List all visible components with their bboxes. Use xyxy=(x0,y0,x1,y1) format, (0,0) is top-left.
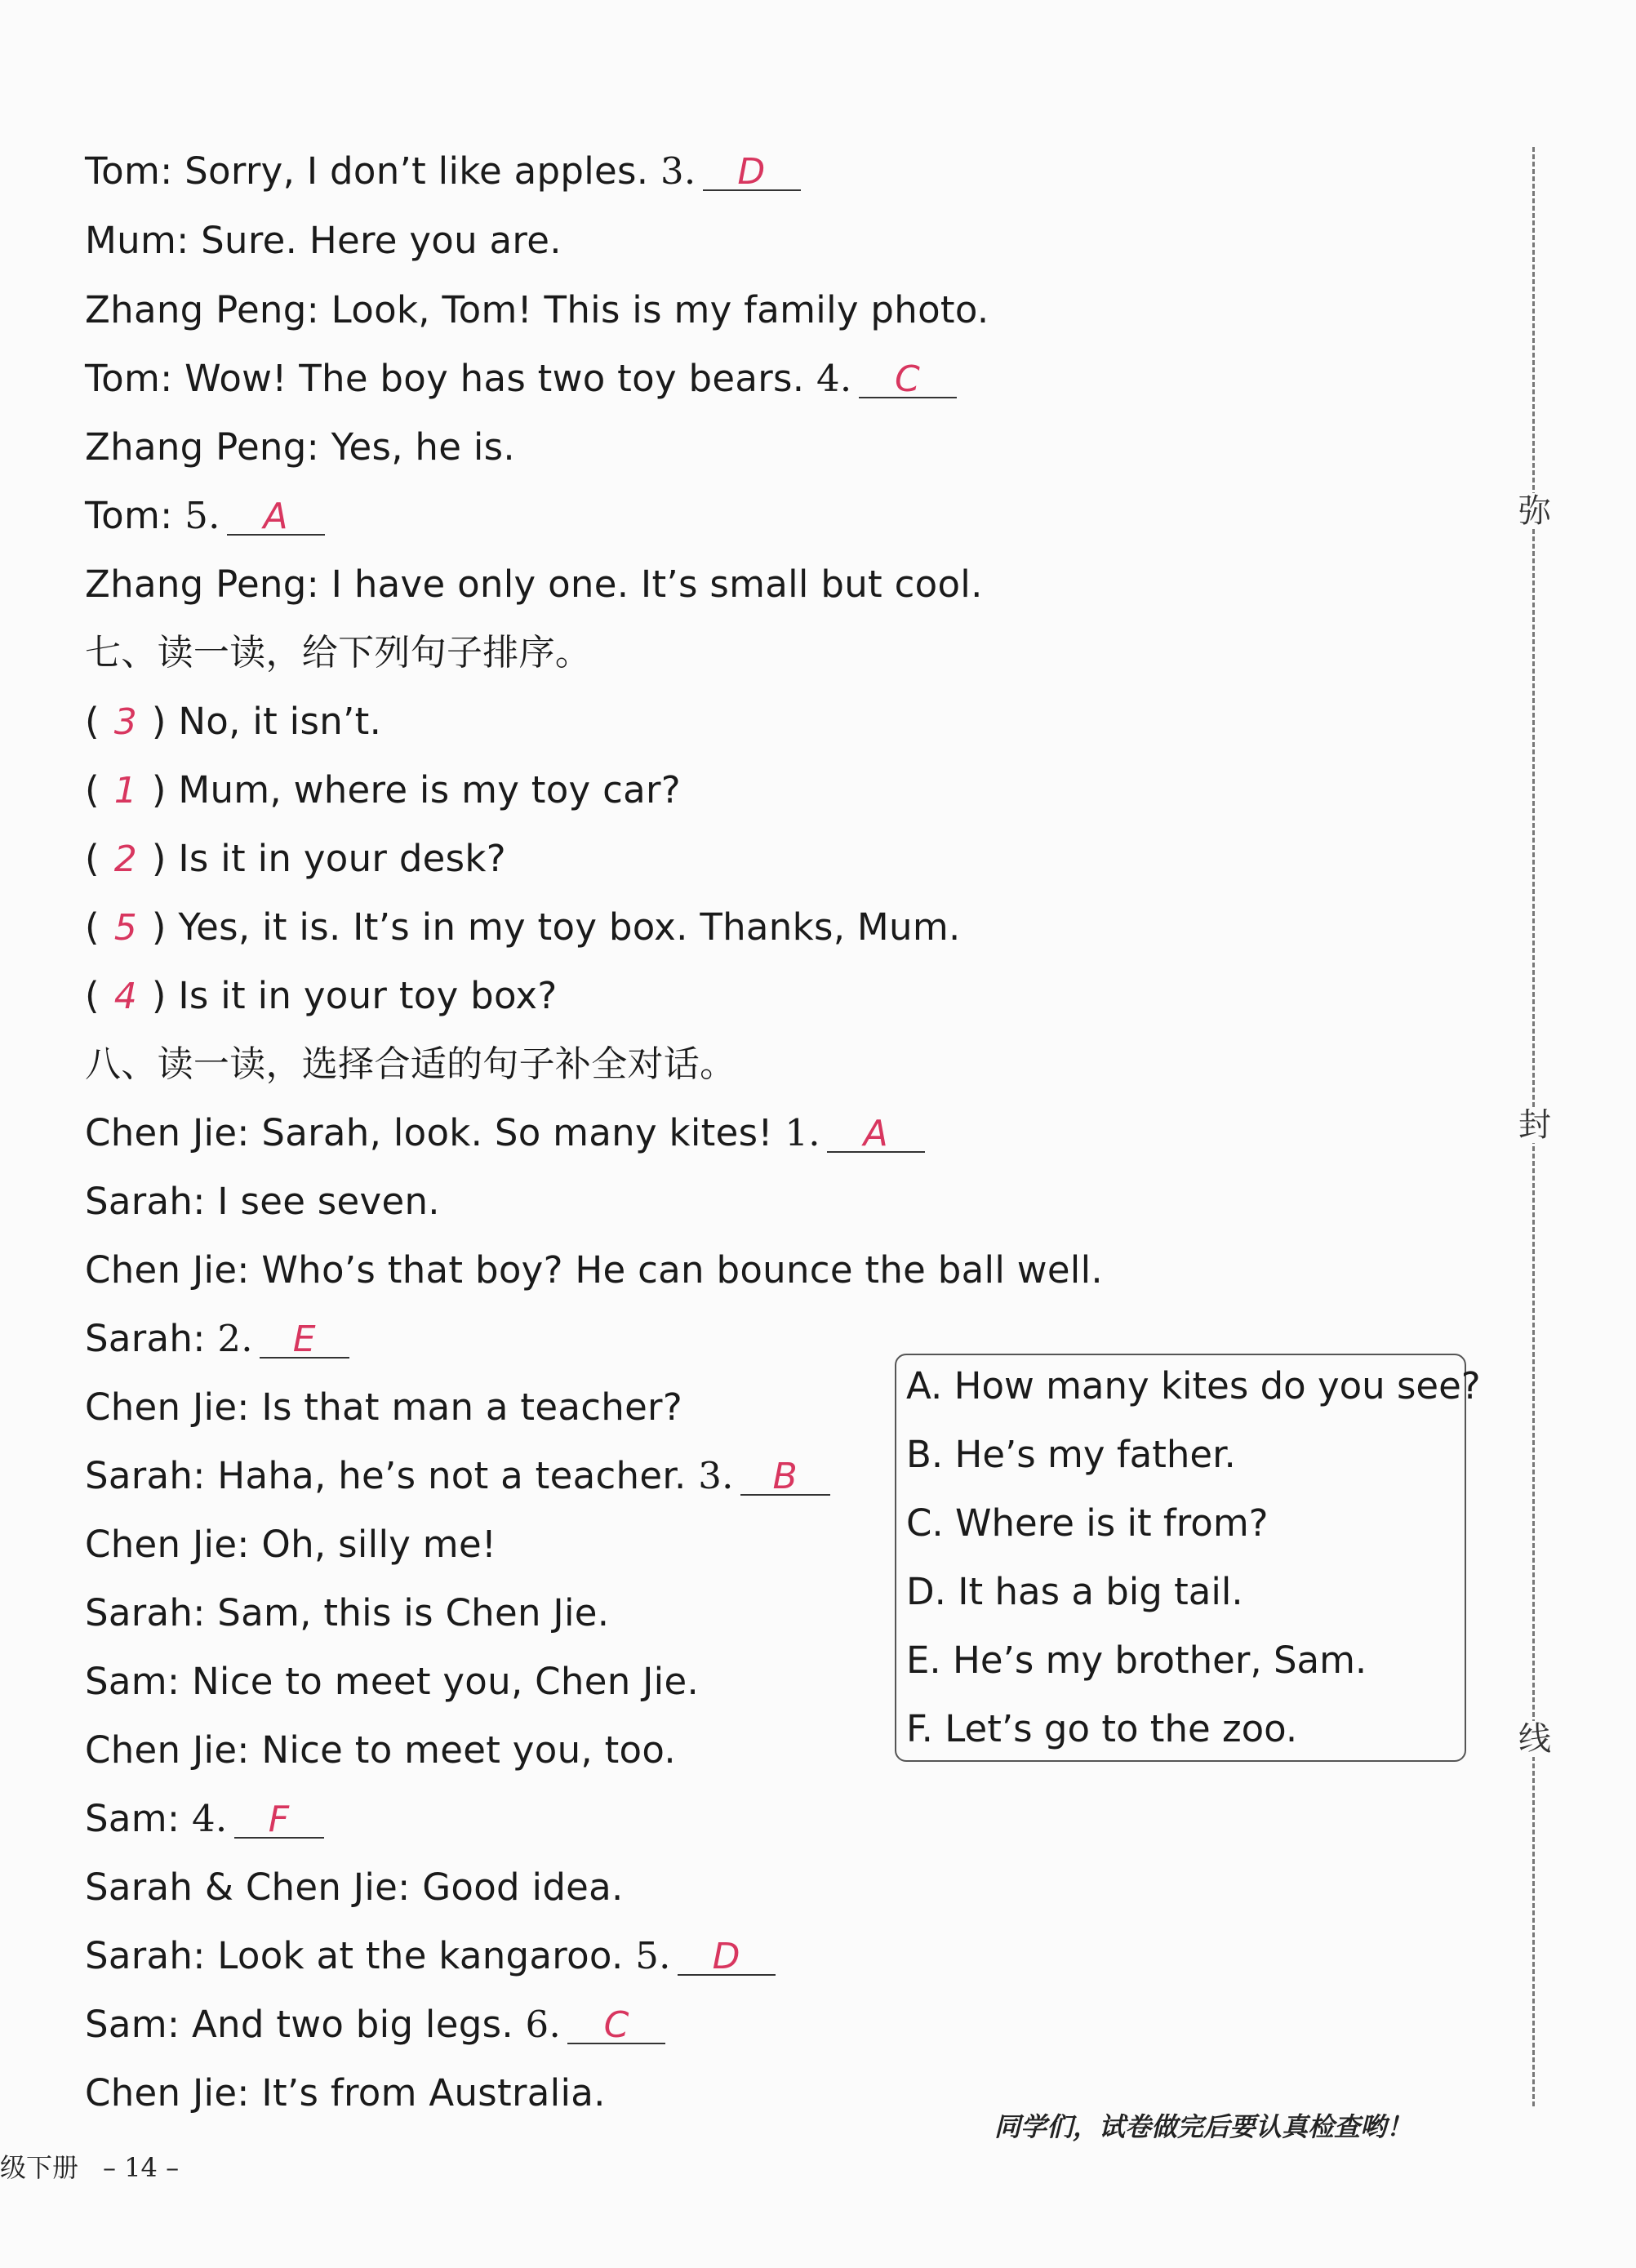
blank-number: 5. xyxy=(635,1934,671,1977)
ordering-text: Is it in your desk? xyxy=(178,837,506,880)
paren-open: ( xyxy=(85,837,100,880)
answer-text: D xyxy=(712,1936,740,1977)
dialogue-line xyxy=(85,423,515,472)
blank-number: 3. xyxy=(698,1454,734,1497)
answer-blank[interactable] xyxy=(827,1109,925,1153)
answer-blank[interactable] xyxy=(227,491,325,536)
order-answer[interactable]: 1 xyxy=(113,770,137,812)
dialogue-text: Sarah: Haha, he’s not a teacher. xyxy=(85,1454,699,1497)
page-number: – 14 – xyxy=(103,2152,180,2183)
answer-blank[interactable] xyxy=(678,1932,776,1976)
option-a: A. How many kites do you see? xyxy=(906,1364,1481,1407)
paren-close: ) xyxy=(151,905,167,949)
answer-blank[interactable] xyxy=(260,1314,349,1359)
paren-open: ( xyxy=(85,700,100,743)
dialogue-line xyxy=(85,286,989,335)
check-reminder: 同学们，试卷做完后要认真检查哟！ xyxy=(994,2111,1413,2142)
dialogue-line xyxy=(85,2000,665,2049)
ordering-item xyxy=(85,903,961,953)
paren-open: ( xyxy=(85,905,100,949)
dialogue-line xyxy=(85,1383,682,1432)
paren-close: ) xyxy=(151,700,167,743)
dialogue-text: Tom: xyxy=(85,494,185,537)
seal-char-feng: 封 xyxy=(1518,1106,1551,1144)
answer-text: C xyxy=(895,358,921,400)
dialogue-line xyxy=(85,1863,624,1912)
ordering-item xyxy=(85,972,558,1021)
order-answer[interactable]: 2 xyxy=(113,838,137,880)
dialogue-line xyxy=(85,1726,676,1775)
dialogue-line xyxy=(85,1520,496,1569)
page-footer xyxy=(0,2147,179,2185)
dialogue-line xyxy=(85,354,957,403)
dialogue-text: Sarah: Look at the kangaroo. xyxy=(85,1934,636,1977)
ordering-item xyxy=(85,697,381,747)
dialogue-text: Sarah & Chen Jie: Good idea. xyxy=(85,1866,624,1909)
dialogue-text: Zhang Peng: Look, Tom! This is my family photo. xyxy=(85,288,989,331)
dialogue-line xyxy=(85,1452,830,1501)
option-d: D. It has a big tail. xyxy=(906,1570,1243,1613)
blank-number: 4. xyxy=(191,1797,228,1840)
dialogue-line xyxy=(85,1657,699,1706)
answer-text: A xyxy=(863,1113,889,1154)
dialogue-text: Sarah: xyxy=(85,1317,218,1360)
dialogue-text: Sam: Nice to meet you, Chen Jie. xyxy=(85,1660,700,1703)
paren-close: ) xyxy=(151,768,167,812)
dialogue-text: Chen Jie: Is that man a teacher? xyxy=(85,1385,683,1429)
dialogue-line xyxy=(85,1794,324,1843)
ordering-item xyxy=(85,766,681,816)
dialogue-text: Chen Jie: Nice to meet you, too. xyxy=(85,1728,677,1772)
dialogue-text: Chen Jie: Sarah, look. So many kites! xyxy=(85,1111,785,1154)
dialogue-text: Zhang Peng: I have only one. It’s small but cool. xyxy=(85,563,983,606)
dialogue-text: Tom: Wow! The boy has two toy bears. xyxy=(85,357,816,400)
answer-text: E xyxy=(292,1319,316,1360)
dialogue-text: Sarah: Sam, this is Chen Jie. xyxy=(85,1591,610,1634)
answer-blank[interactable] xyxy=(859,354,957,398)
dialogue-text: Zhang Peng: Yes, he is. xyxy=(85,425,515,469)
blank-number: 1. xyxy=(785,1111,820,1154)
blank-number: 4. xyxy=(816,357,852,400)
seal-char-mi: 弥 xyxy=(1518,492,1551,530)
dialogue-line xyxy=(85,1314,349,1363)
seal-char-xian: 线 xyxy=(1518,1720,1551,1758)
option-c: C. Where is it from? xyxy=(906,1501,1269,1545)
answer-text: D xyxy=(737,151,766,193)
options-box xyxy=(895,1354,1481,1762)
dialogue-line xyxy=(85,560,983,609)
paren-close: ) xyxy=(151,837,167,880)
dialogue-text: Sam: And two big legs. xyxy=(85,2003,526,2046)
answer-text: A xyxy=(263,496,288,537)
dialogue-line xyxy=(85,216,562,265)
dialogue-line xyxy=(85,1246,1103,1295)
dialogue-line xyxy=(85,1109,925,1158)
order-answer[interactable]: 3 xyxy=(113,701,137,743)
option-e: E. He’s my brother, Sam. xyxy=(906,1639,1367,1682)
ordering-text: Yes, it is. It’s in my toy box. Thanks, Mum. xyxy=(178,905,961,949)
dialogue-line xyxy=(85,491,325,540)
answer-blank[interactable] xyxy=(703,147,801,191)
dialogue-text: Chen Jie: Who’s that boy? He can bounce the ball well. xyxy=(85,1248,1104,1292)
paren-open: ( xyxy=(85,768,100,812)
blank-number: 6. xyxy=(525,2003,562,2046)
dialogue-text: Sarah: I see seven. xyxy=(85,1180,440,1223)
ordering-text: No, it isn’t. xyxy=(178,700,382,743)
paren-open: ( xyxy=(85,974,100,1017)
option-b: B. He’s my father. xyxy=(906,1433,1236,1476)
answer-blank[interactable] xyxy=(567,2000,665,2044)
dialogue-line xyxy=(85,1177,440,1226)
ordering-item xyxy=(85,834,506,884)
section-8-heading: 八、读一读，选择合适的句子补全对话。 xyxy=(85,1043,736,1085)
blank-number: 3. xyxy=(660,149,696,193)
book-label: 级下册 xyxy=(0,2152,79,2183)
dialogue-text: Sam: xyxy=(85,1797,192,1840)
dialogue-text: Mum: Sure. Here you are. xyxy=(85,219,562,262)
dialogue-line xyxy=(85,1589,609,1638)
ordering-text: Is it in your toy box? xyxy=(178,974,558,1017)
answer-text: F xyxy=(268,1799,290,1840)
option-f: F. Let’s go to the zoo. xyxy=(906,1707,1298,1750)
dialogue-line xyxy=(85,2069,606,2118)
answer-blank[interactable] xyxy=(740,1452,830,1496)
section-7-heading: 七、读一读，给下列句子排序。 xyxy=(85,632,592,674)
paren-close: ) xyxy=(151,974,167,1017)
dialogue-line xyxy=(85,1932,776,1981)
blank-number: 5. xyxy=(184,494,220,537)
answer-text: C xyxy=(603,2004,629,2046)
answer-blank[interactable] xyxy=(234,1794,324,1839)
ordering-text: Mum, where is my toy car? xyxy=(178,768,681,812)
answer-text: B xyxy=(772,1456,798,1497)
order-answer[interactable]: 5 xyxy=(113,907,137,949)
blank-number: 2. xyxy=(217,1317,253,1360)
dialogue-line xyxy=(85,147,801,196)
dialogue-text: Chen Jie: Oh, silly me! xyxy=(85,1523,497,1566)
dialogue-text: Tom: Sorry, I don’t like apples. xyxy=(85,149,660,193)
order-answer[interactable]: 4 xyxy=(113,976,137,1017)
dialogue-text: Chen Jie: It’s from Australia. xyxy=(85,2071,606,2115)
